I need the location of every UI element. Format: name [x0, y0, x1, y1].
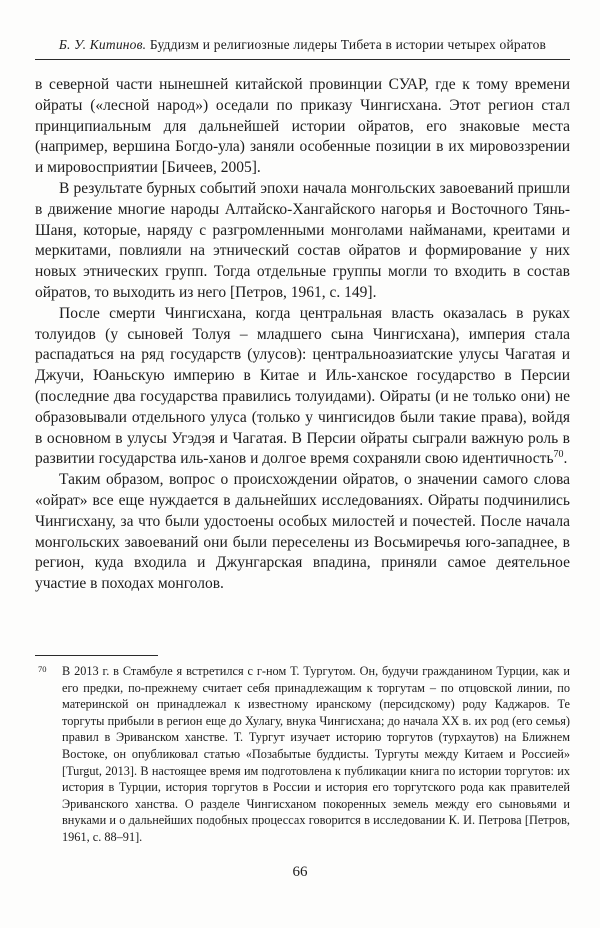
footnote-number: 70	[38, 664, 47, 674]
paragraph-3-text: После смерти Чингисхана, когда центральная власть оказалась в руках толуидов (у сыновей Толуя – младшего сына Чингисхана), империя стала распадаться на ряд государств (улусов): центральноазиатские улусы Чагатая и Джучи, Юаньскую империю в Китае и Иль-ханское государство в Персии (последние два государства правились толуидами). Ойраты (и не только они) не образовывали отдельного улуса (только у чингисидов были такие права), войдя в основном в улусы Угэдэя и Чагатая. В Персии ойраты сыграли важную роль в развитии государства иль-ханов и долгое время сохраняли свою идентичность	[35, 304, 570, 468]
page-body	[35, 75, 570, 595]
footnote-divider	[35, 655, 158, 656]
header-title: Буддизм и религиозные лидеры Тибета в истории четырех ойратов	[149, 37, 547, 52]
footnote-reference-70: 70	[553, 449, 564, 461]
paragraph-3	[35, 304, 570, 470]
paragraph-1: в северной части нынешней китайской провинции СУАР, где к тому времени ойраты («лесной народ») оседали по приказу Чингисхана. Этот регион стал принципиальным для дальнейшей истории ойратов, его знаковые места (например, вершина Богдо-ула) заняли особенные позиции в их мировоззрении и мировосприятии [Бичеев, 2005].	[35, 76, 570, 177]
footnote-70	[35, 663, 570, 846]
header-author: Б. У. Китинов.	[58, 37, 147, 52]
paragraph-3-period: .	[563, 450, 568, 468]
footnote-text: В 2013 г. в Стамбуле я встретился с г-ном Т. Тургутом. Он, будучи гражданином Турции, как и его предки, по-прежнему считает себя принадлежащим к торгутам – по отцовской линии, по материнской он принадлежал к известному иранскому (персидскому) роду Каджаров. Те торгуты прибыли в регион еще до Хулагу, внука Чингисхана; до начала XX в. их род (его семья) правил в Эриванском ханстве. Т. Тургут изучает историю торгутов (турхаутов) на Ближнем Востоке, он опубликовал статью «Позабытые буддисты. Тургуты между Китаем и Россией» [Turgut, 2013]. В настоящее время им подготовлена к публикации книга по истории торгутов: их история в Турции, история торгутов в России и история его торгутского рода как правителей Эриванского ханства. О разделе Чингисханом покоренных земель между его сыновьями и внуками и о дальнейших подобных процессах говорится в исследовании К. И. Петрова [Петров, 1961, с. 88–91].	[62, 664, 570, 844]
header-divider	[35, 59, 570, 60]
footnote-area	[35, 655, 570, 846]
paragraph-4: Таким образом, вопрос о происхождении ойратов, о значении самого слова «ойрат» все еще нуждается в дальнейших исследованиях. Ойраты подчинились Чингисхану, за что были удостоены особых милостей и почестей. После начала монгольских завоеваний они были переселены из Восьмиречья юго-западнее, в регион, куда входила и Джунгарская впадина, приняли самое деятельное участие в походах монголов.	[35, 471, 570, 593]
page-number: 66	[292, 864, 308, 880]
paragraph-2: В результате бурных событий эпохи начала монгольских завоеваний пришли в движение многие народы Алтайско-Хангайского нагорья и Восточного Тянь-Шаня, которые, наряду с разгромленными монголами найманами, креитами и меркитами, повлияли на этнический состав ойратов и формирование у них новых этнических групп. Тогда отдельные группы могли то входить в состав ойратов, то выходить из него [Петров, 1961, с. 149].	[35, 179, 570, 301]
running-header	[35, 36, 570, 53]
